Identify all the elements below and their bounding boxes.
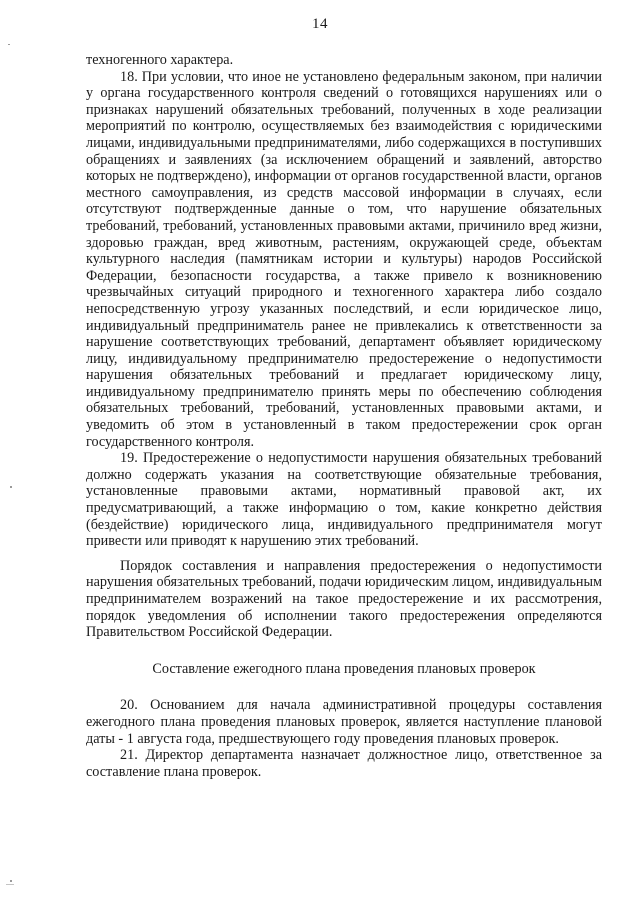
paragraph-19: 19. Предостережение о недопустимости нарушения обязательных требований должно содержать указания на соответствующие обязательные требования, установленные правовыми актами, нормативный правовой акт, их предусматривающий, а также информацию о том, какие конкретно действия (бездействие) юридического лица, индивидуального предпринимателя могут привести или приводят к нарушению этих требований. [86, 450, 602, 550]
paragraph-continuation: техногенного характера. [86, 52, 234, 68]
page-number: 14 [312, 16, 328, 32]
paragraph-20: 20. Основанием для начала административной процедуры составления ежегодного плана проведения плановых проверок, является наступление плановой даты - 1 августа года, предшествующего году проведения плановых проверок. [86, 697, 602, 747]
scan-speck [8, 44, 10, 45]
section-heading: Составление ежегодного плана проведения плановых проверок [152, 660, 536, 677]
document-body [86, 52, 602, 780]
paragraph-warning-procedure: Порядок составления и направления предостережения о недопустимости нарушения обязательных требований, подачи юридическим лицом, индивидуальным предпринимателем возражений на такое предостережение и их рассмотрения, порядок уведомления об исполнении такого предостережения определяются Правительством Российской Федерации. [86, 557, 602, 641]
paragraph-21: 21. Директор департамента назначает должностное лицо, ответственное за составление плана проверок. [86, 747, 602, 780]
scan-speck [10, 880, 12, 882]
scan-speck [10, 486, 12, 488]
scan-speck [6, 884, 14, 885]
paragraph-18: 18. При условии, что иное не установлено федеральным законом, при наличии у органа государственного контроля сведений о готовящихся нарушениях или о признаках нарушений обязательных требований, полученных в ходе реализации мероприятий по контролю, осуществляемых без взаимодействия с юридическими лицами, индивидуальными предпринимателями, либо содержащихся в поступивших обращениях и заявлениях (за исключением обращений и заявлений, авторство которых не подтверждено), информации от органов государственной власти, органов местного самоуправления, из средств массовой информации в случаях, если отсутствуют подтвержденные данные о том, что нарушение обязательных требований, требований, установленных правовыми актами, причинило вред жизни, здоровью граждан, вред животным, растениям, окружающей среде, объектам культурного наследия (памятникам истории и культуры) народов Российской Федерации, безопасности государства, а также привело к возникновению чрезвычайных ситуаций природного и техногенного характера либо создало непосредственную угрозу указанных последствий, и если юридическое лицо, индивидуальный предприниматель ранее не привлекались к ответственности за нарушение соответствующих требований, департамент объявляет юридическому лицу, индивидуальному предпринимателю предостережение о недопустимости нарушения обязательных требований и предлагает юридическому лицу, индивидуальному предпринимателю принять меры по обеспечению соблюдения обязательных требований, требований, установленных правовыми актами, и уведомить об этом в установленный в таком предостережении срок орган государственного контроля. [86, 68, 602, 450]
